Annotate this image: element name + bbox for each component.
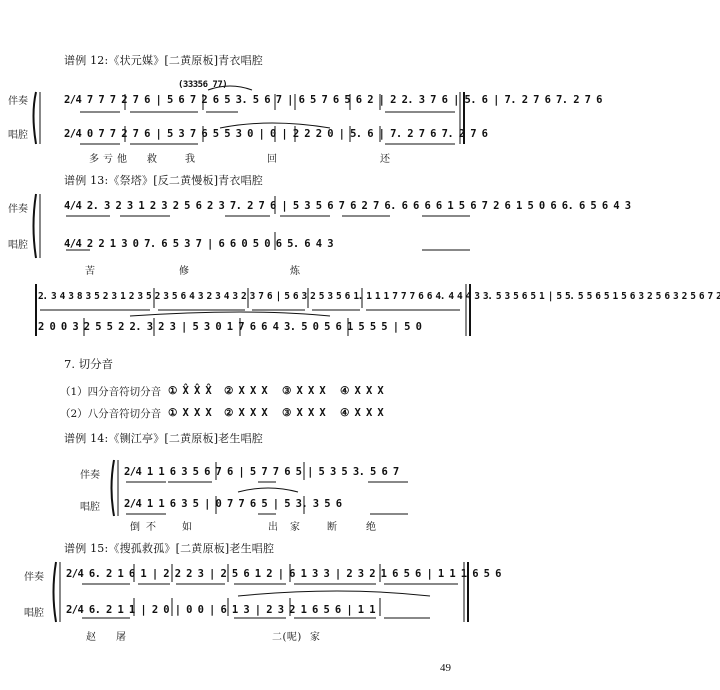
vocal-label-13: 唱腔	[8, 240, 28, 251]
lyric-12-0: 多	[89, 154, 100, 165]
lyric-12-3: 救	[147, 154, 158, 165]
example-12-title: 谱例 12:《状元媒》[二黄原板]青衣唱腔	[64, 54, 263, 67]
lyric-12-5: 回	[267, 154, 278, 165]
syncopation-eighth-pattern-1: ① X X X	[168, 407, 212, 419]
continuation-upper-line: 2. 3 4 3 8 3 5 2 3 1 2 3 5 2 3 5 6 4 3 2 3 4 3 2 3 7 6 | 5 6 3 2 5 3 5 6 1. 1 1 1 7 7 7 6 6 4. 4 4 4 3 3. 5 3 5 6 5 1 | 5 5. 5 5 6 5 1 5 6 3 2 5 6 3 2 5 6 7 2	[38, 291, 720, 302]
lyric-14-3: 出	[268, 522, 279, 533]
lyric-15-3: 家	[310, 632, 321, 643]
lyric-15-1: 屠	[116, 632, 127, 643]
lyric-14-2: 如	[182, 522, 193, 533]
section-heading: 7. 切分音	[64, 357, 114, 371]
vocal-label-12: 唱腔	[8, 130, 28, 141]
page-number: 49	[440, 662, 451, 674]
syncopation-quarter-pattern-4: ④ X X X	[340, 385, 384, 397]
lyric-12-1: 亏	[103, 154, 114, 165]
accompaniment-label-14: 伴奏	[80, 470, 100, 481]
syncopation-quarter-label: （1）四分音符切分音	[60, 386, 162, 398]
lyric-14-0: 倒	[130, 522, 141, 533]
lyric-12-6: 还	[380, 154, 391, 165]
accompaniment-line-15: 2/4 6. 2 1 6 1 | 2 2 2 3 | 2 5 6 1 2 | 6 1 3 3 | 2 3 2 1 6 5 6 | 1 1 1 6 5 6	[66, 568, 501, 580]
vocal-label-15: 唱腔	[24, 608, 44, 619]
syncopation-eighth-pattern-3: ③ X X X	[282, 407, 326, 419]
lyric-14-5: 断	[327, 522, 338, 533]
syncopation-eighth-pattern-2: ② X X X	[224, 407, 268, 419]
lyric-14-1: 不	[146, 522, 157, 533]
syncopation-eighth-label: （2）八分音符切分音	[60, 408, 162, 420]
example-14-title: 谱例 14:《铡江亭》[二黄原板]老生唱腔	[64, 432, 263, 445]
accompaniment-label-12: 伴奏	[8, 96, 28, 107]
accompaniment-line-12: 2/4 7 7 7 2 7 6 | 5 6 7 2 6 5 3. 5 6 7 | 6 5 7 6 5 6 2 | 2 2. 3 7 6 | 5. 6 | 7. 2 7 6 7. 2 7 6	[64, 94, 602, 106]
vocal-line-13: 4/4 2 2 1 3 0 7. 6 5 3 7 | 6 6 0 5 0 6 5. 6 4 3	[64, 238, 333, 250]
accompaniment-label-13: 伴奏	[8, 204, 28, 215]
example-15-title: 谱例 15:《搜孤救孤》[二黄原板]老生唱腔	[64, 542, 275, 555]
syncopation-quarter-pattern-3: ③ X X X	[282, 385, 326, 397]
accompaniment-line-13: 4/4 2. 3 2 3 1 2 3 2 5 6 2 3 7. 2 7 6 | 5 3 5 6 7 6 2 7 6. 6 6 6 6 1 5 6 7 2 6 1 5 0 6 6. 6 5 6 4 3	[64, 200, 631, 212]
lyric-13-0: 苦	[85, 266, 96, 277]
lyric-14-6: 绝	[366, 522, 377, 533]
lyric-13-2: 炼	[290, 266, 301, 277]
example-13-title: 谱例 13:《祭塔》[反二黄慢板]青衣唱腔	[64, 174, 263, 187]
vocal-label-14: 唱腔	[80, 502, 100, 513]
lyric-15-0: 赵	[86, 632, 97, 643]
syncopation-eighth-pattern-4: ④ X X X	[340, 407, 384, 419]
accompaniment-line-14: 2/4 1 1 6 3 5 6 7 6 | 5 7 7 6 5 | 5 3 5 3. 5 6 7	[124, 466, 399, 478]
accompaniment-label-15: 伴奏	[24, 572, 44, 583]
continuation-lower-line: 2 0 0 3 2 5 5 2 2. 3 2 3 | 5 3 0 1 7 6 6 4 3. 5 0 5 6 1 5 5 5 | 5 0	[38, 321, 422, 333]
vocal-line-12: 2/4 0 7 7 2 7 6 | 5 3 7 6 5 5 3 0 | 0 | 2 2 2 0 | 5. 6 | 7. 2 7 6 7. 2 7 6	[64, 128, 488, 140]
lyric-12-2: 他	[117, 154, 128, 165]
syncopation-quarter-pattern-2: ② X X X	[224, 385, 268, 397]
lyric-13-1: 修	[179, 266, 190, 277]
lyric-12-4: 我	[185, 154, 196, 165]
ornament-grace-notes: (33356 77)	[178, 80, 228, 90]
lyric-14-4: 家	[290, 522, 301, 533]
vocal-line-14: 2/4 1 1 6 3 5 | 0 7 7 6 5 | 5 3. 3 5 6	[124, 498, 342, 510]
syncopation-quarter-pattern-1: ① X̂ X̂ X̂	[168, 385, 212, 397]
vocal-line-15: 2/4 6. 2 1 1 | 2 0 | 0 0 | 6 1 3 | 2 3 2 1 6 5 6 | 1 1	[66, 604, 375, 616]
lyric-15-2: 二(呢)	[272, 632, 302, 643]
